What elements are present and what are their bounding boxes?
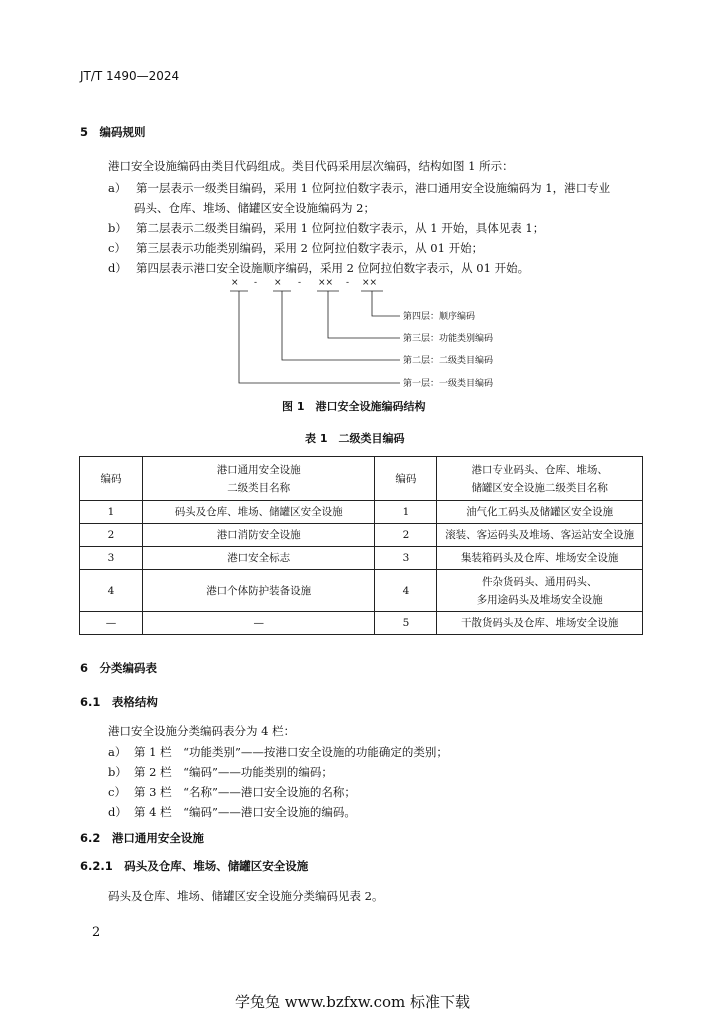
table-cell: 5 xyxy=(375,612,437,635)
table-caption: 表 1 二级类目编码 xyxy=(305,432,405,445)
table-cell: 港口消防安全设施 xyxy=(142,524,375,547)
table-cell: 2 xyxy=(375,524,437,547)
list-item-text: 第四层表示港口安全设施顺序编码，采用 2 位阿拉伯数字表示，从 01 开始。 xyxy=(136,261,530,275)
code-part: × xyxy=(274,278,282,288)
list-item-label: a） xyxy=(108,745,127,759)
section-5-intro: 港口安全设施编码由类目代码组成。类目代码采用层次编码，结构如图 1 所示： xyxy=(108,159,514,173)
coding-structure-figure xyxy=(225,278,494,390)
list-item-label: c） xyxy=(108,785,126,799)
section-6-1-heading: 6.1 表格结构 xyxy=(80,695,158,709)
code-part: × xyxy=(231,278,239,288)
list-item-text: 第 1 栏 “功能类别”——按港口安全设施的功能确定的类别； xyxy=(134,745,448,759)
table-cell: 3 xyxy=(80,547,143,570)
header-cell: 编码 xyxy=(80,457,143,501)
header-cell: 港口专业码头、仓库、堆场、 储罐区安全设施二级类目名称 xyxy=(437,457,643,501)
section-6-heading: 6 分类编码表 xyxy=(80,661,158,675)
document-code-header: JT/T 1490—2024 xyxy=(80,69,180,83)
table-cell: — xyxy=(142,612,375,635)
list-item-text: 第二层表示二级类目编码，采用 1 位阿拉伯数字表示，从 1 开始，具体见表 1； xyxy=(136,221,545,235)
table-cell: 1 xyxy=(375,501,437,524)
list-item-label: a） xyxy=(108,181,127,195)
table-cell: 码头及仓库、堆场、储罐区安全设施 xyxy=(142,501,375,524)
list-item-label: c） xyxy=(108,241,126,255)
table-cell: 港口个体防护装备设施 xyxy=(142,570,375,612)
secondary-category-table xyxy=(79,456,643,635)
section-6-1-intro: 港口安全设施分类编码表分为 4 栏： xyxy=(108,724,296,738)
layer-label: 第一层：一级类目编码 xyxy=(403,379,494,389)
section-6-2-heading: 6.2 港口通用安全设施 xyxy=(80,831,204,845)
section-5-heading: 5 编码规则 xyxy=(80,125,146,139)
list-item-text: 第 2 栏 “编码”——功能类别的编码； xyxy=(134,765,333,779)
code-part: ×× xyxy=(362,278,378,288)
table-cell: 件杂货码头、通用码头、 多用途码头及堆场安全设施 xyxy=(437,570,643,612)
table-row xyxy=(80,570,643,612)
table-row xyxy=(80,547,643,570)
page-number: 2 xyxy=(92,925,101,940)
table-cell: 4 xyxy=(375,570,437,612)
list-item-text: 第三层表示功能类别编码，采用 2 位阿拉伯数字表示，从 01 开始； xyxy=(136,241,484,255)
header-cell: 港口通用安全设施 二级类目名称 xyxy=(142,457,375,501)
footer-watermark: 学兔兔 www.bzfxw.com 标准下载 xyxy=(235,993,471,1011)
list-item-text: 码头、仓库、堆场、储罐区安全设施编码为 2； xyxy=(134,201,375,215)
layer-label: 第二层：二级类目编码 xyxy=(403,356,494,366)
section-6-2-1-heading: 6.2.1 码头及仓库、堆场、储罐区安全设施 xyxy=(80,859,309,873)
list-item-label: b） xyxy=(108,221,127,235)
table-cell: 2 xyxy=(80,524,143,547)
code-separator: - xyxy=(254,278,258,288)
code-part: ×× xyxy=(318,278,334,288)
list-item-text: 第 3 栏 “名称”——港口安全设施的名称； xyxy=(134,785,356,799)
table-cell: 油气化工码头及储罐区安全设施 xyxy=(437,501,643,524)
code-separator: - xyxy=(346,278,350,288)
table-header-row xyxy=(80,457,643,501)
table-row xyxy=(80,612,643,635)
table-cell: 4 xyxy=(80,570,143,612)
list-item-label: d） xyxy=(108,261,127,275)
table-cell: 3 xyxy=(375,547,437,570)
table-cell: 干散货码头及仓库、堆场安全设施 xyxy=(437,612,643,635)
table-cell: 滚装、客运码头及堆场、客运站安全设施 xyxy=(437,524,643,547)
table-row xyxy=(80,524,643,547)
table-cell: 1 xyxy=(80,501,143,524)
list-item-text: 第一层表示一级类目编码，采用 1 位阿拉伯数字表示，港口通用安全设施编码为 1，港口专业 xyxy=(136,181,611,195)
table-cell: 港口安全标志 xyxy=(142,547,375,570)
table-cell: 集装箱码头及仓库、堆场安全设施 xyxy=(437,547,643,570)
header-cell: 编码 xyxy=(375,457,437,501)
layer-label: 第三层：功能类别编码 xyxy=(403,334,494,344)
list-item-label: d） xyxy=(108,805,127,819)
list-item-label: b） xyxy=(108,765,127,779)
section-6-2-1-text: 码头及仓库、堆场、储罐区安全设施分类编码见表 2。 xyxy=(108,889,384,903)
table-row xyxy=(80,501,643,524)
figure-caption: 图 1 港口安全设施编码结构 xyxy=(282,400,426,413)
table-cell: — xyxy=(80,612,143,635)
code-separator: - xyxy=(298,278,302,288)
layer-label: 第四层：顺序编码 xyxy=(403,312,476,322)
list-item-text: 第 4 栏 “编码”——港口安全设施的编码。 xyxy=(134,805,356,819)
